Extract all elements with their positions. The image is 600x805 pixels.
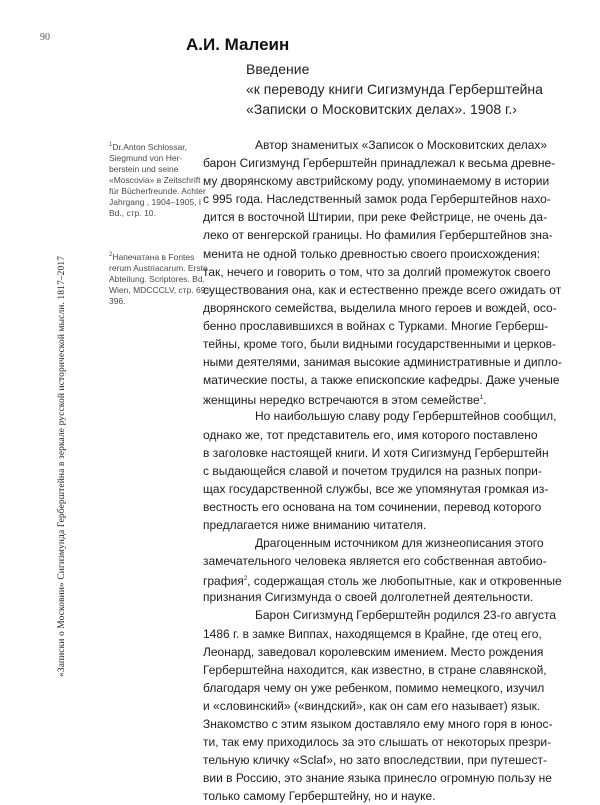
footnote-line: «Moscovia» в Zeitschrift <box>109 174 201 185</box>
text-line: существования она, как и естественно прежде всего ожидать от <box>203 282 562 297</box>
text-line: ными деятелями, занимая высокие административные и дипло- <box>203 355 562 370</box>
text-line: му дворянскому австрийскому роду, упоминаемому в истории <box>203 174 550 189</box>
footnote-line: Jahrgang , 1904–1905, I <box>109 196 202 207</box>
text-line: Но наибольшую славу роду Герберштейнов сообщил, <box>255 409 557 424</box>
text-line: так, нечего и говорить о том, что за долгий промежуток своего <box>203 264 551 279</box>
text-line: с 995 года. Наследственный замок рода Герберштейнов нахо- <box>203 192 551 207</box>
text-line: Герберштейна находится, как известно, в стране славянской, <box>203 662 547 677</box>
text-line: Знакомство с этим языком доставляло ему много горя в юнос- <box>203 717 553 731</box>
text-line: 1486 г. в замке Виппах, находящемся в Крайне, где отец его, <box>203 626 542 641</box>
title-line: Введение <box>246 61 310 77</box>
footnote-1 <box>109 140 206 219</box>
running-header-text: «Записки о Московии» Сигизмунда Герберштейна в зеркале русской исторической мысли. 1817–2017 <box>57 255 67 677</box>
footnote-ref-1[interactable]: 1 <box>479 395 484 402</box>
text-line: благодаря чему он уже ребенком, помимо немецкого, изучил <box>203 680 545 695</box>
footnote-mark: 2 <box>109 252 113 258</box>
text-line: леко от венгерской границы. Но фамилия Герберштейнов зна- <box>203 228 553 243</box>
footnote-line: Wien, MDCCCLV, стр. 69– <box>109 284 211 295</box>
footnote-line: 396. <box>109 295 126 306</box>
text-line: замечательного человека является его собственная автобио- <box>203 554 547 569</box>
author-name: А.И. Малеин <box>186 35 290 54</box>
text-line: графия$^2$, содержащая столь же любопытные, как и откровенные <box>203 574 562 589</box>
title-line: «Записки о Московитских делах». 1908 г.› <box>246 101 517 117</box>
text-line: предлагается ниже вниманию читателя. <box>203 517 427 532</box>
text-line: в заголовке настоящей книги. И хотя Сигизмунд Герберштейн <box>203 445 549 460</box>
text-line: щах государственной службы, все же упомянутая громкая из- <box>203 481 549 496</box>
text-line: вестность его основана на том сочинении, перевод которого <box>203 499 542 514</box>
text-line: Барон Сигизмунд Герберштейн родился 23-го августа <box>255 608 557 623</box>
text-line: дится в восточной Штирии, при реке Фейстрице, не очень да- <box>203 210 548 225</box>
text-line: Автор знаменитых «Записок о Московитских делах» <box>255 138 548 152</box>
text-line: дворянского семейства, выделила много героев и вождей, осо- <box>203 300 557 315</box>
text-line: бенно прославившихся в войнах с Турками. Многие Герберш- <box>203 318 549 333</box>
footnote-line: $^2$Напечатана в Fontes <box>109 251 195 262</box>
footnote-line: Siegmund von Her- <box>109 152 183 163</box>
text-line: тельную кличку «Sclaf», но зато впоследствии, при путешест- <box>203 753 547 768</box>
footnote-line: Abteilung. Scriptores. Bd. <box>109 273 205 284</box>
footnote-ref-2[interactable]: 2 <box>243 576 248 583</box>
text-line: Леонард, заведовал королевским имением. Место рождения <box>203 644 544 659</box>
text-line: вии в Россию, это знание языка принесло огромную пользу не <box>203 771 552 786</box>
text-line: менита не одной только древностью своего происхождения: <box>203 246 541 261</box>
text-line: однако же, тот представитель его, имя которого поставлено <box>203 427 538 442</box>
text-line: признания Сигизмунда о своей долголетней деятельности. <box>203 590 534 605</box>
footnote-line: Bd., стр. 10. <box>109 207 156 218</box>
footnote-line: berstein und seine <box>109 163 179 174</box>
footnote-line: $^1$Dr.Anton Schlossar, <box>109 141 187 152</box>
footnote-2 <box>109 250 211 307</box>
text-line: только самому Герберштейну, но и науке. <box>203 789 436 804</box>
text-line: барон Сигизмунд Герберштейн принадлежал к весьма древне- <box>203 156 556 171</box>
text-line: и «словинский» («виндский», как он сам его называет) язык. <box>203 698 541 713</box>
text-line: тейны, кроме того, были видными государственными и церков- <box>203 337 557 352</box>
text-line: с выдающейся славой и почетом трудился на разных попри- <box>203 463 542 478</box>
title-line: «к переводу книги Сигизмунда Герберштейна <box>246 81 543 97</box>
chapter-title <box>246 59 543 119</box>
footnote-mark: 1 <box>109 142 113 148</box>
footnote-line: für Bücherfreunde. Achter <box>109 185 206 196</box>
text-line: Драгоценным источником для жизнеописания этого <box>255 536 544 551</box>
page-number: 90 <box>40 32 50 43</box>
body-text <box>203 136 583 805</box>
text-line: женщины нередко встречаются в этом семействе$^1$. <box>203 393 487 408</box>
text-line: матические посты, а также епископские кафедры. Даже ученые <box>203 373 560 388</box>
text-line: ти, так ему приходилось за это слышать от некоторых презри- <box>203 735 552 750</box>
footnote-line: rerum Austriacarum. Erste <box>109 262 208 273</box>
